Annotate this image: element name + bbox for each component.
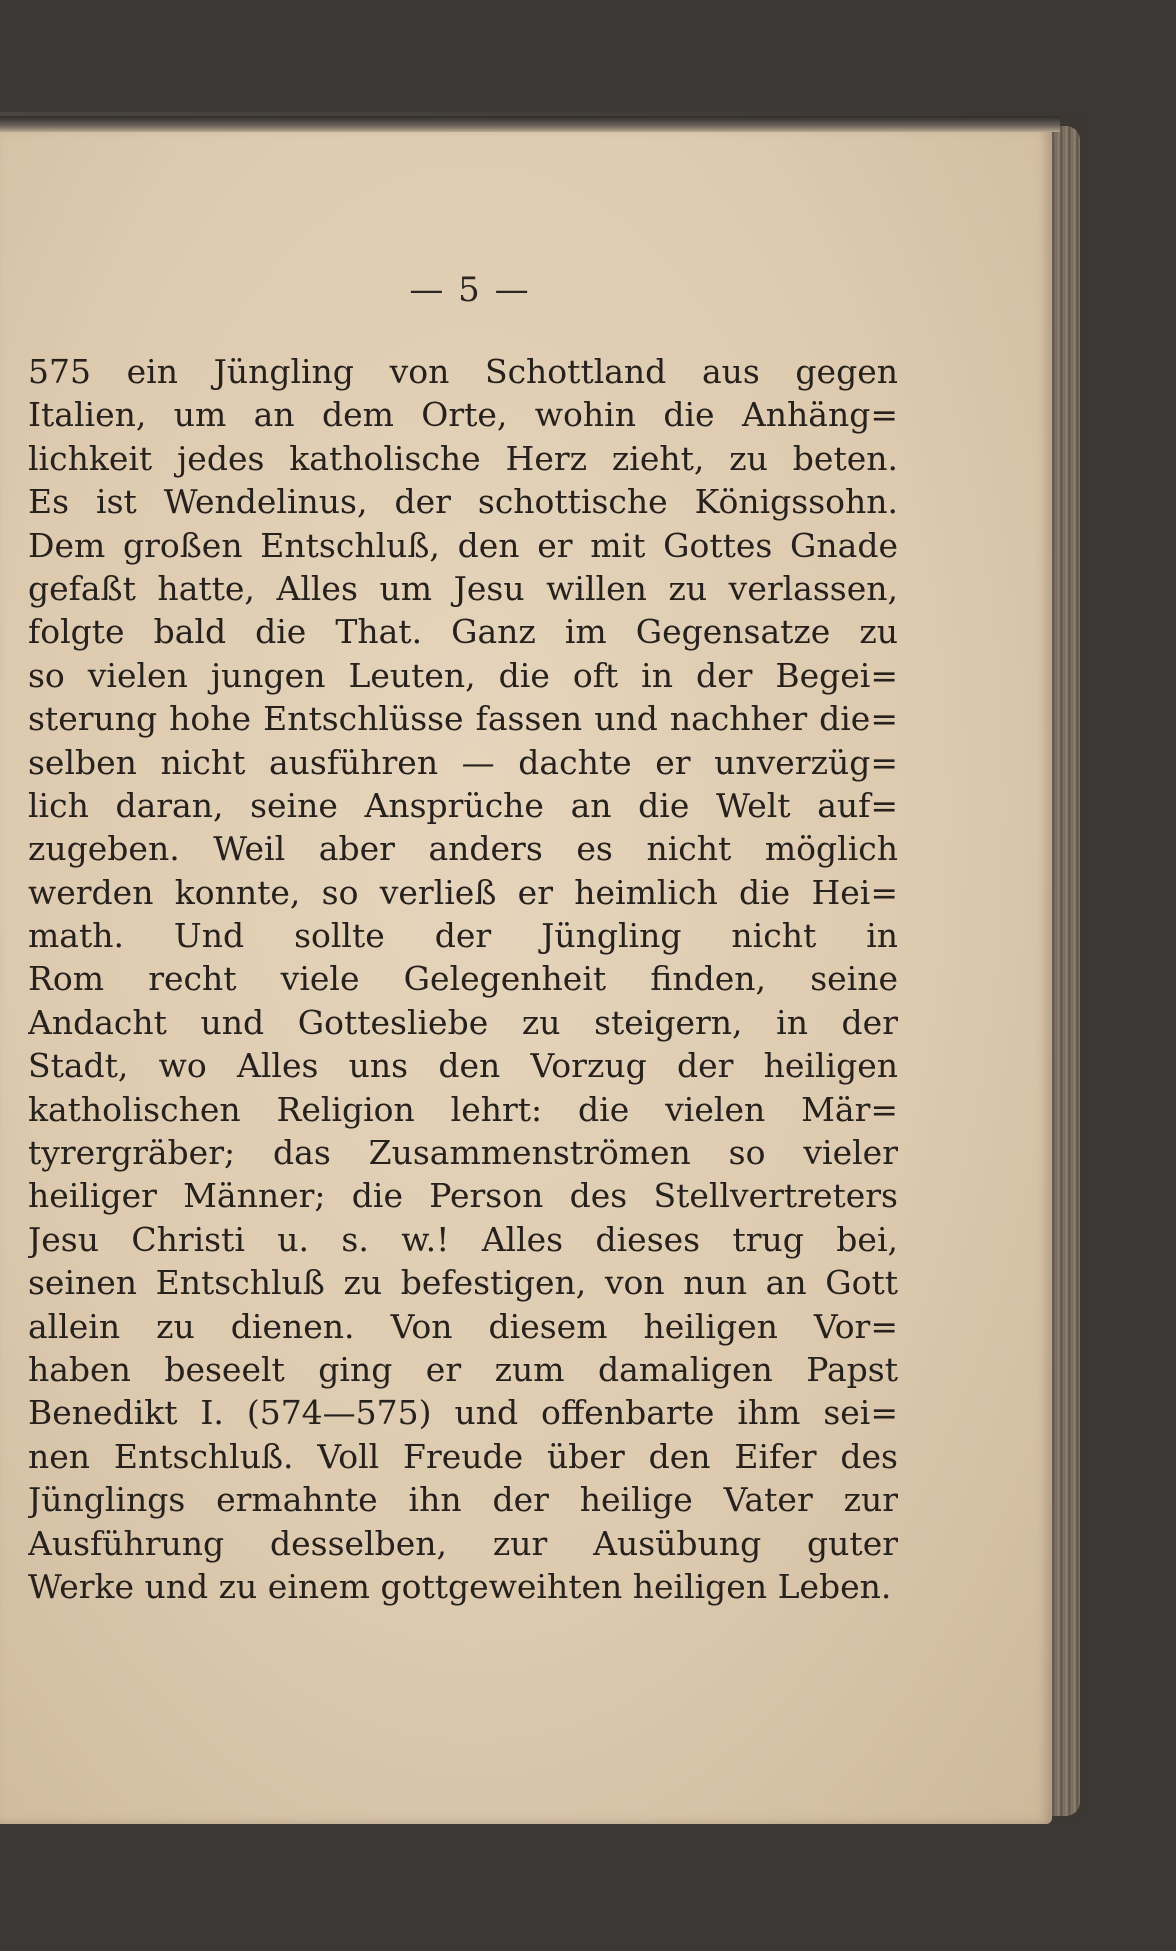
text-line: tyrergräber; das Zusammenströmen so vieler — [28, 1133, 898, 1173]
text-line: Jesu Christi u. s. w.! Alles dieses trug bei, — [28, 1219, 898, 1259]
text-line: katholischen Religion lehrt: die vielen Mär= — [28, 1089, 898, 1129]
body-text — [28, 350, 898, 1608]
text-line: selben nicht ausführen — dachte er unverzüg= — [28, 742, 898, 782]
text-line: seinen Entschluß zu befestigen, von nun an Gott — [28, 1263, 898, 1303]
text-line: allein zu dienen. Von diesem heiligen Vor= — [28, 1306, 898, 1346]
text-line: haben beseelt ging er zum damaligen Papst — [28, 1349, 898, 1389]
page-number: — 5 — — [409, 270, 531, 310]
text-line: Werke und zu einem gottgeweihten heiligen Leben. — [28, 1566, 892, 1606]
text-line: gefaßt hatte, Alles um Jesu willen zu verlassen, — [28, 568, 898, 608]
text-line: Stadt, wo Alles uns den Vorzug der heiligen — [28, 1046, 898, 1086]
text-line: Rom recht viele Gelegenheit finden, seine — [28, 959, 898, 999]
text-line: Es ist Wendelinus, der schottische Königssohn. — [28, 482, 898, 522]
text-line: nen Entschluß. Voll Freude über den Eifer des — [28, 1436, 898, 1476]
text-line: lich daran, seine Ansprüche an die Welt auf= — [28, 785, 898, 825]
text-line: Jünglings ermahnte ihn der heilige Vater zur — [28, 1480, 898, 1520]
text-line: folgte bald die That. Ganz im Gegensatze zu — [28, 612, 898, 652]
text-line: sterung hohe Entschlüsse fassen und nachher die= — [28, 699, 898, 739]
text-line: so vielen jungen Leuten, die oft in der Begei= — [28, 655, 898, 695]
text-line: lichkeit jedes katholische Herz zieht, zu beten. — [28, 438, 898, 478]
text-line: Italien, um an dem Orte, wohin die Anhäng= — [28, 395, 898, 435]
text-line: 575 ein Jüngling von Schottland aus gegen — [28, 352, 898, 391]
text-line: Ausführung desselben, zur Ausübung guter — [28, 1523, 898, 1563]
text-line: math. Und sollte der Jüngling nicht in — [28, 916, 898, 956]
text-line: Benedikt I. (574—575) und offenbarte ihm sei= — [28, 1393, 898, 1433]
text-line: Andacht und Gottesliebe zu steigern, in der — [28, 1002, 898, 1042]
text-line: werden konnte, so verließ er heimlich die Hei= — [28, 872, 898, 912]
text-line: heiliger Männer; die Person des Stellvertreters — [28, 1176, 898, 1216]
page-top-shadow — [0, 116, 1060, 132]
text-line: zugeben. Weil aber anders es nicht möglich — [28, 829, 898, 869]
text-line: Dem großen Entschluß, den er mit Gottes Gnade — [28, 525, 898, 565]
